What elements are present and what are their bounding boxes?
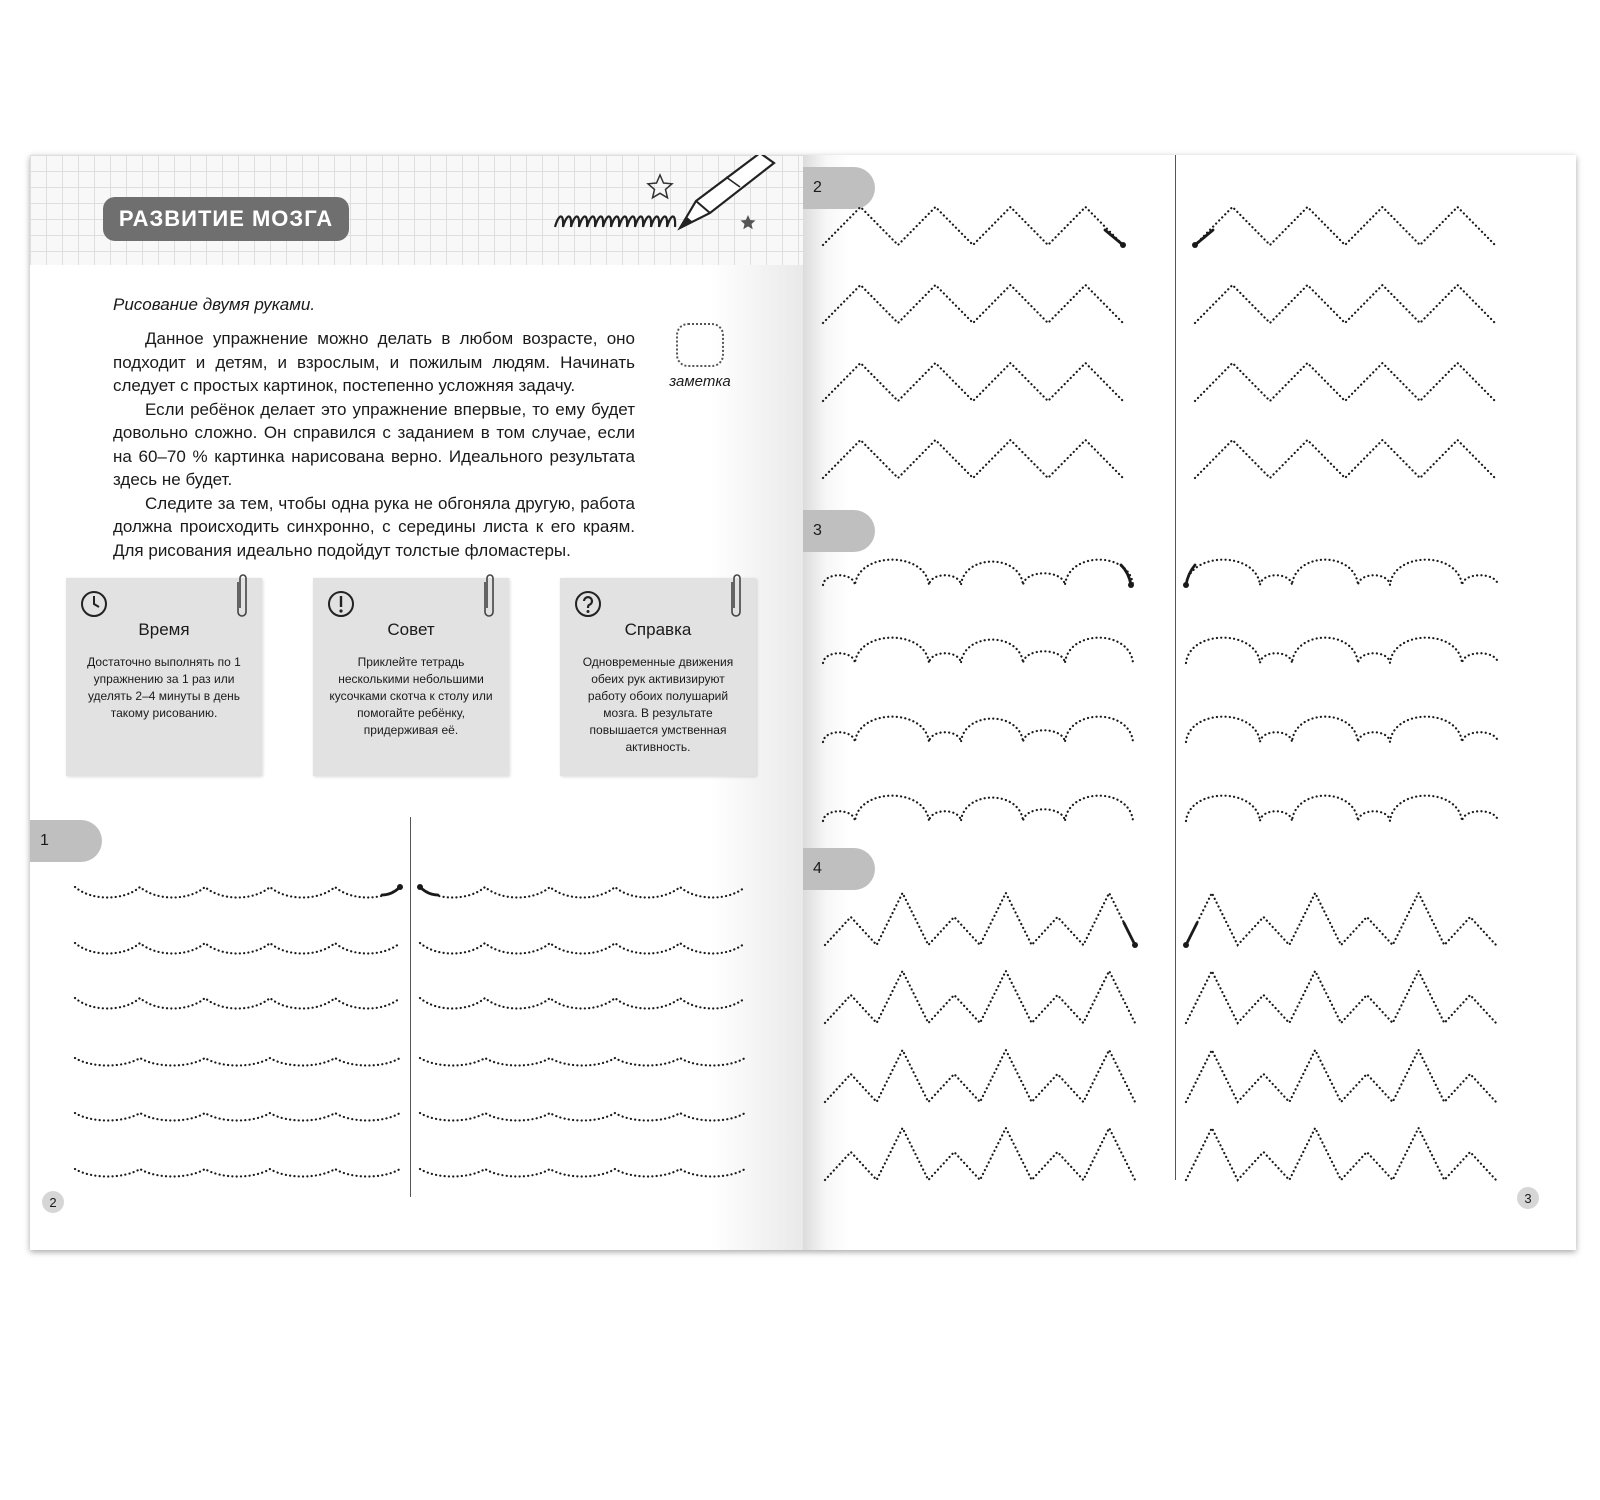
card-title: Справка <box>624 620 692 639</box>
left-page <box>30 155 803 1250</box>
page-title: РАЗВИТИЕ МОЗГА <box>103 197 349 241</box>
card-text: Одновременные движения обеих рук активизируют работу обоих полушарий мозга. В результате повышается умственная активность. <box>582 655 734 754</box>
peak-trace-left <box>825 971 1135 1023</box>
peak-trace-left <box>825 1050 1135 1102</box>
zigzag-trace-right <box>1195 440 1495 478</box>
card-text: Приклейте тетрадь несколькими небольшими кусочками скотча к столу или помогайте ребёнку, придерживая её. <box>329 655 493 737</box>
right-page <box>803 155 1576 1250</box>
arch-trace-left <box>823 560 1133 585</box>
zigzag-trace-left <box>823 440 1123 478</box>
peak-trace-right <box>1186 1050 1496 1102</box>
exercise-tab-4: 4 <box>803 848 875 890</box>
exercise-tab-2: 2 <box>803 167 875 209</box>
wave-trace-left <box>75 943 400 954</box>
wave-trace-left <box>75 1058 400 1066</box>
exercise-tab-3: 3 <box>803 510 875 552</box>
start-dot <box>397 884 403 890</box>
zigzag-trace-left <box>823 207 1123 245</box>
wave-trace-left <box>75 1169 400 1177</box>
book-spread <box>30 155 1576 1250</box>
page-number: 3 <box>1517 1187 1539 1209</box>
start-dot <box>1120 242 1126 248</box>
wave-trace-left <box>75 998 400 1009</box>
peak-trace-right <box>1186 971 1496 1023</box>
arch-trace-left <box>823 796 1133 821</box>
tracing-area-exercise-1[interactable] <box>30 155 803 1250</box>
start-dot <box>1183 942 1189 948</box>
tracing-area-exercises-2-4[interactable] <box>803 155 1576 1250</box>
zigzag-trace-left <box>823 285 1123 323</box>
wave-trace-left <box>75 887 400 898</box>
start-dot <box>1132 942 1138 948</box>
wave-trace-right <box>420 998 745 1009</box>
guide-stroke <box>1195 230 1213 245</box>
guide-stroke <box>1105 230 1123 245</box>
note-label: заметка <box>669 373 731 390</box>
paragraph: Если ребёнок делает это упражнение впервые, то ему будет довольно сложно. Он справился с заданием в том случае, если на 60–70 % картинка нарисована верно. Идеального результата здесь не будет. <box>113 399 635 489</box>
wave-trace-right <box>420 1169 745 1177</box>
peak-trace-right <box>1186 1128 1496 1180</box>
exercise-tab-1: 1 <box>30 820 102 862</box>
card-title: Время <box>138 620 190 639</box>
paragraph: Следите за тем, чтобы одна рука не обгоняла другую, работа должна происходить синхронно, с середины листа к его краям. Для рисования идеально подойдут толстые фломастеры. <box>113 493 635 560</box>
page-number: 2 <box>42 1191 64 1213</box>
guide-stroke <box>1121 565 1131 585</box>
card-title: Совет <box>387 620 435 639</box>
start-dot <box>1183 582 1189 588</box>
guide-stroke <box>1186 565 1195 585</box>
arch-trace-left <box>823 638 1133 663</box>
arch-trace-right <box>1186 560 1498 585</box>
zigzag-trace-right <box>1195 207 1495 245</box>
card-text: Достаточно выполнять по 1 упражнению за 1 раз или уделять 2–4 минуты в день такому рисованию. <box>87 655 241 720</box>
start-dot <box>1128 582 1134 588</box>
wave-trace-right <box>420 887 745 898</box>
wave-trace-right <box>420 1058 745 1066</box>
guide-stroke <box>1186 923 1197 945</box>
start-dot <box>417 884 423 890</box>
zigzag-trace-right <box>1195 363 1495 401</box>
guide-stroke <box>1124 923 1135 945</box>
zigzag-trace-left <box>823 363 1123 401</box>
wave-trace-left <box>75 1113 400 1121</box>
peak-trace-left <box>825 1128 1135 1180</box>
arch-trace-right <box>1186 717 1498 742</box>
zigzag-trace-right <box>1195 285 1495 323</box>
wave-trace-right <box>420 943 745 954</box>
arch-trace-right <box>1186 638 1498 663</box>
arch-trace-left <box>823 717 1133 742</box>
wave-trace-right <box>420 1113 745 1121</box>
arch-trace-right <box>1186 796 1498 821</box>
paragraph: Данное упражнение можно делать в любом возрасте, оно подходит и детям, и взрослым, и пожилым людям. Начинать следует с простых картинок, постепенно усложняя задачу. <box>113 329 635 395</box>
exercise-subtitle: Рисование двумя руками. <box>113 295 316 314</box>
start-dot <box>1192 242 1198 248</box>
peak-trace-right <box>1186 893 1496 945</box>
peak-trace-left <box>825 893 1135 945</box>
